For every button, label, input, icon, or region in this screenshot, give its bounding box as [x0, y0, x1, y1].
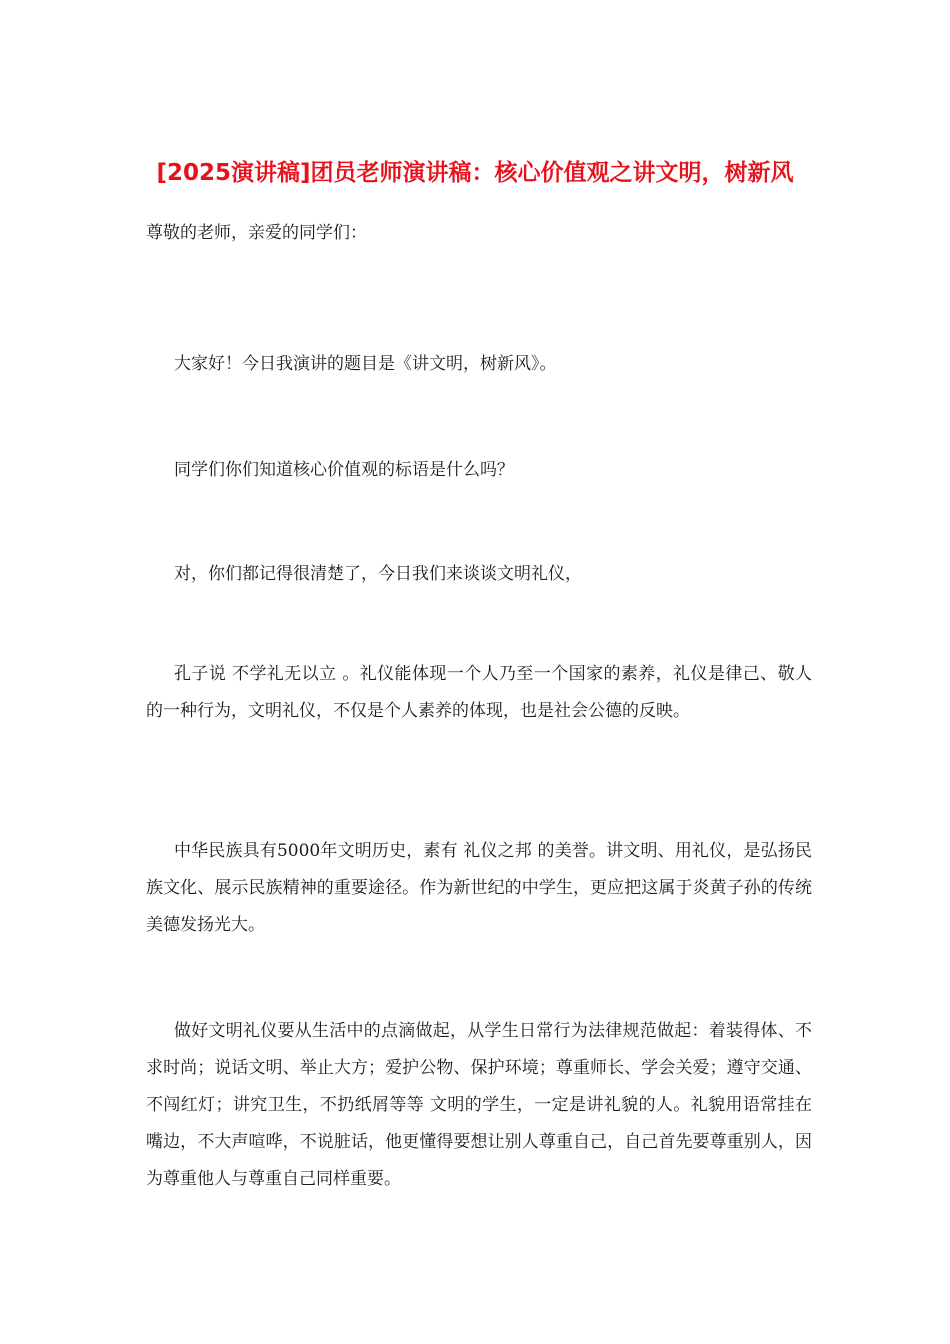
paragraph-6: 做好文明礼仪要从生活中的点滴做起，从学生日常行为法律规范做起：着装得体、不求时尚；说话文明、举止大方；爱护公物、保护环境；尊重师长、学会关爱；遵守交通、不闯红灯；讲究卫生，不扔纸屑等等 文明的学生，一定是讲礼貌的人。礼貌用语常挂在嘴边，不大声喧哗，不说脏话，他更懂得要想让别人尊重自己，自己首先要尊重别人，因为尊重他人与尊重自己同样重要。	[146, 1021, 812, 1189]
greeting: 尊敬的老师，亲爱的同学们：	[146, 223, 367, 243]
paragraph-1: 大家好！今日我演讲的题目是《讲文明，树新风》。	[174, 354, 557, 374]
paragraph-5: 中华民族具有5000年文明历史，素有 礼仪之邦 的美誉。讲文明、用礼仪，是弘扬民族文化、展示民族精神的重要途径。作为新世纪的中学生，更应把这属于炎黄子孙的传统美德发扬光大。	[146, 841, 812, 935]
paragraph-2: 同学们你们知道核心价值观的标语是什么吗？	[174, 460, 514, 480]
document-title: [2025演讲稿]团员老师演讲稿：核心价值观之讲文明，树新风	[156, 160, 794, 186]
paragraph-4: 孔子说 不学礼无以立 。礼仪能体现一个人乃至一个国家的素养，礼仪是律己、敬人的一种行为，文明礼仪，不仅是个人素养的体现，也是社会公德的反映。	[146, 664, 812, 721]
paragraph-3: 对，你们都记得很清楚了，今日我们来谈谈文明礼仪，	[174, 564, 582, 584]
